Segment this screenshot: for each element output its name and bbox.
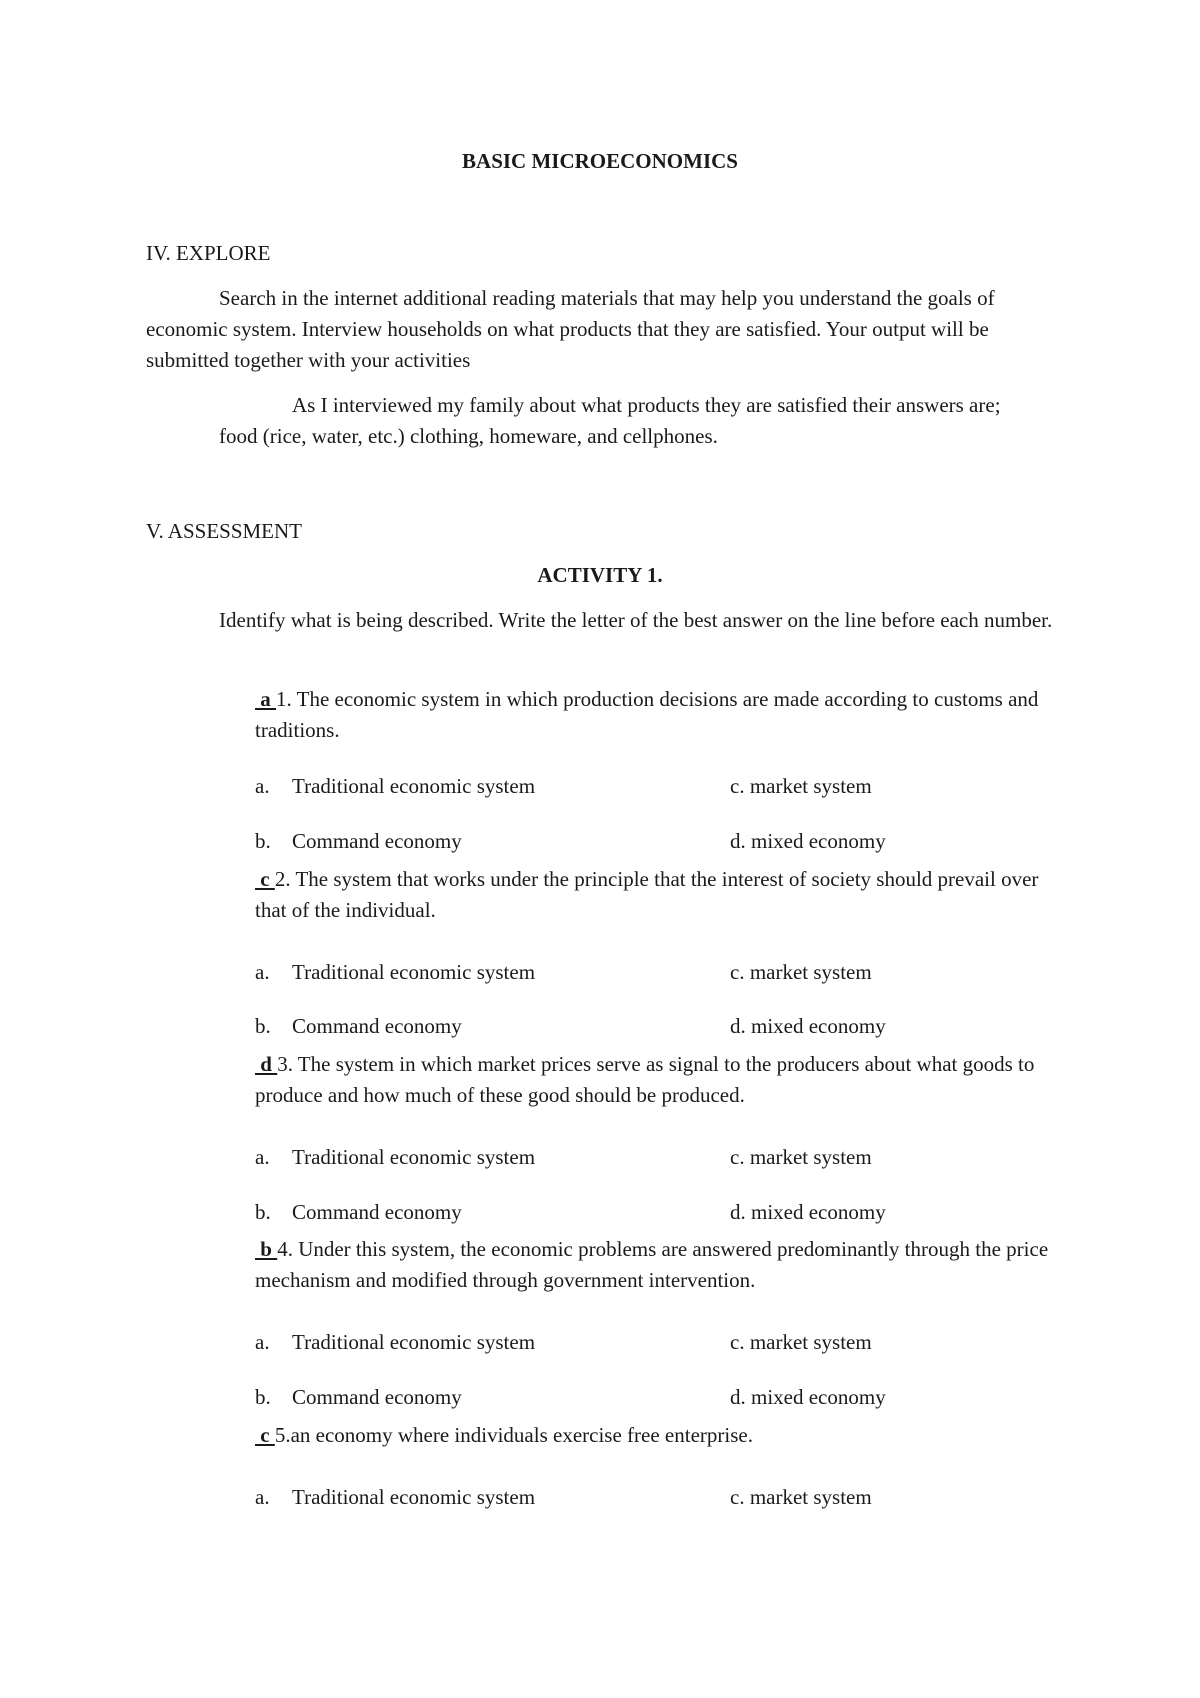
option-a: a. Traditional economic system [255, 1330, 536, 1354]
option-d: d. mixed economy [730, 829, 886, 853]
answer-blank: a [255, 687, 276, 711]
explore-heading: IV. EXPLORE [146, 241, 271, 265]
option-a: a. Traditional economic system [255, 960, 536, 984]
question-4 [255, 1234, 1075, 1296]
question-text: 1. The economic system in which production decisions are made according to customs and traditions. [255, 687, 1039, 742]
option-d: d. mixed economy [730, 1385, 886, 1409]
option-b: b. Command economy [255, 1200, 462, 1224]
answer-blank: b [255, 1237, 278, 1261]
answer-blank: c [255, 867, 275, 891]
option-d: d. mixed economy [730, 1014, 886, 1038]
activity-title: ACTIVITY 1. [537, 563, 663, 587]
option-a: a. Traditional economic system [255, 774, 536, 798]
document-title: BASIC MICROECONOMICS [462, 149, 738, 173]
option-c: c. market system [730, 774, 872, 798]
option-c: c. market system [730, 1330, 872, 1354]
option-c: c. market system [730, 1485, 872, 1509]
activity-instructions: Identify what is being described. Write the letter of the best answer on the line before each number. [219, 608, 1053, 632]
question-1 [255, 684, 1075, 746]
question-5 [255, 1420, 1075, 1451]
answer-blank: c [255, 1423, 275, 1447]
option-a: a. Traditional economic system [255, 1485, 536, 1509]
option-d: d. mixed economy [730, 1200, 886, 1224]
option-b: b. Command economy [255, 1014, 462, 1038]
question-text: 2. The system that works under the principle that the interest of society should prevail over that of the individual. [255, 867, 1039, 922]
question-2 [255, 864, 1075, 926]
question-text: 3. The system in which market prices serve as signal to the producers about what goods to produce and how much of these good should be produced. [255, 1052, 1035, 1107]
option-c: c. market system [730, 1145, 872, 1169]
option-b: b. Command economy [255, 1385, 462, 1409]
option-b: b. Command economy [255, 829, 462, 853]
option-c: c. market system [730, 960, 872, 984]
assessment-heading: V. ASSESSMENT [146, 519, 303, 543]
explore-answer: As I interviewed my family about what products they are satisfied their answers are; food (rice, water, etc.) clothing, homeware, and cellphones. [219, 393, 1001, 448]
option-a: a. Traditional economic system [255, 1145, 536, 1169]
explore-instructions: Search in the internet additional reading materials that may help you understand the goals of economic system. Interview households on what products that they are satisfied. Your output will be submitted together with your activities [146, 286, 995, 372]
question-text: 5.an economy where individuals exercise free enterprise. [274, 1423, 753, 1447]
answer-blank: d [255, 1052, 278, 1076]
question-text: 4. Under this system, the economic problems are answered predominantly through the price mechanism and modified through government intervention. [255, 1237, 1049, 1292]
question-3 [255, 1049, 1075, 1111]
